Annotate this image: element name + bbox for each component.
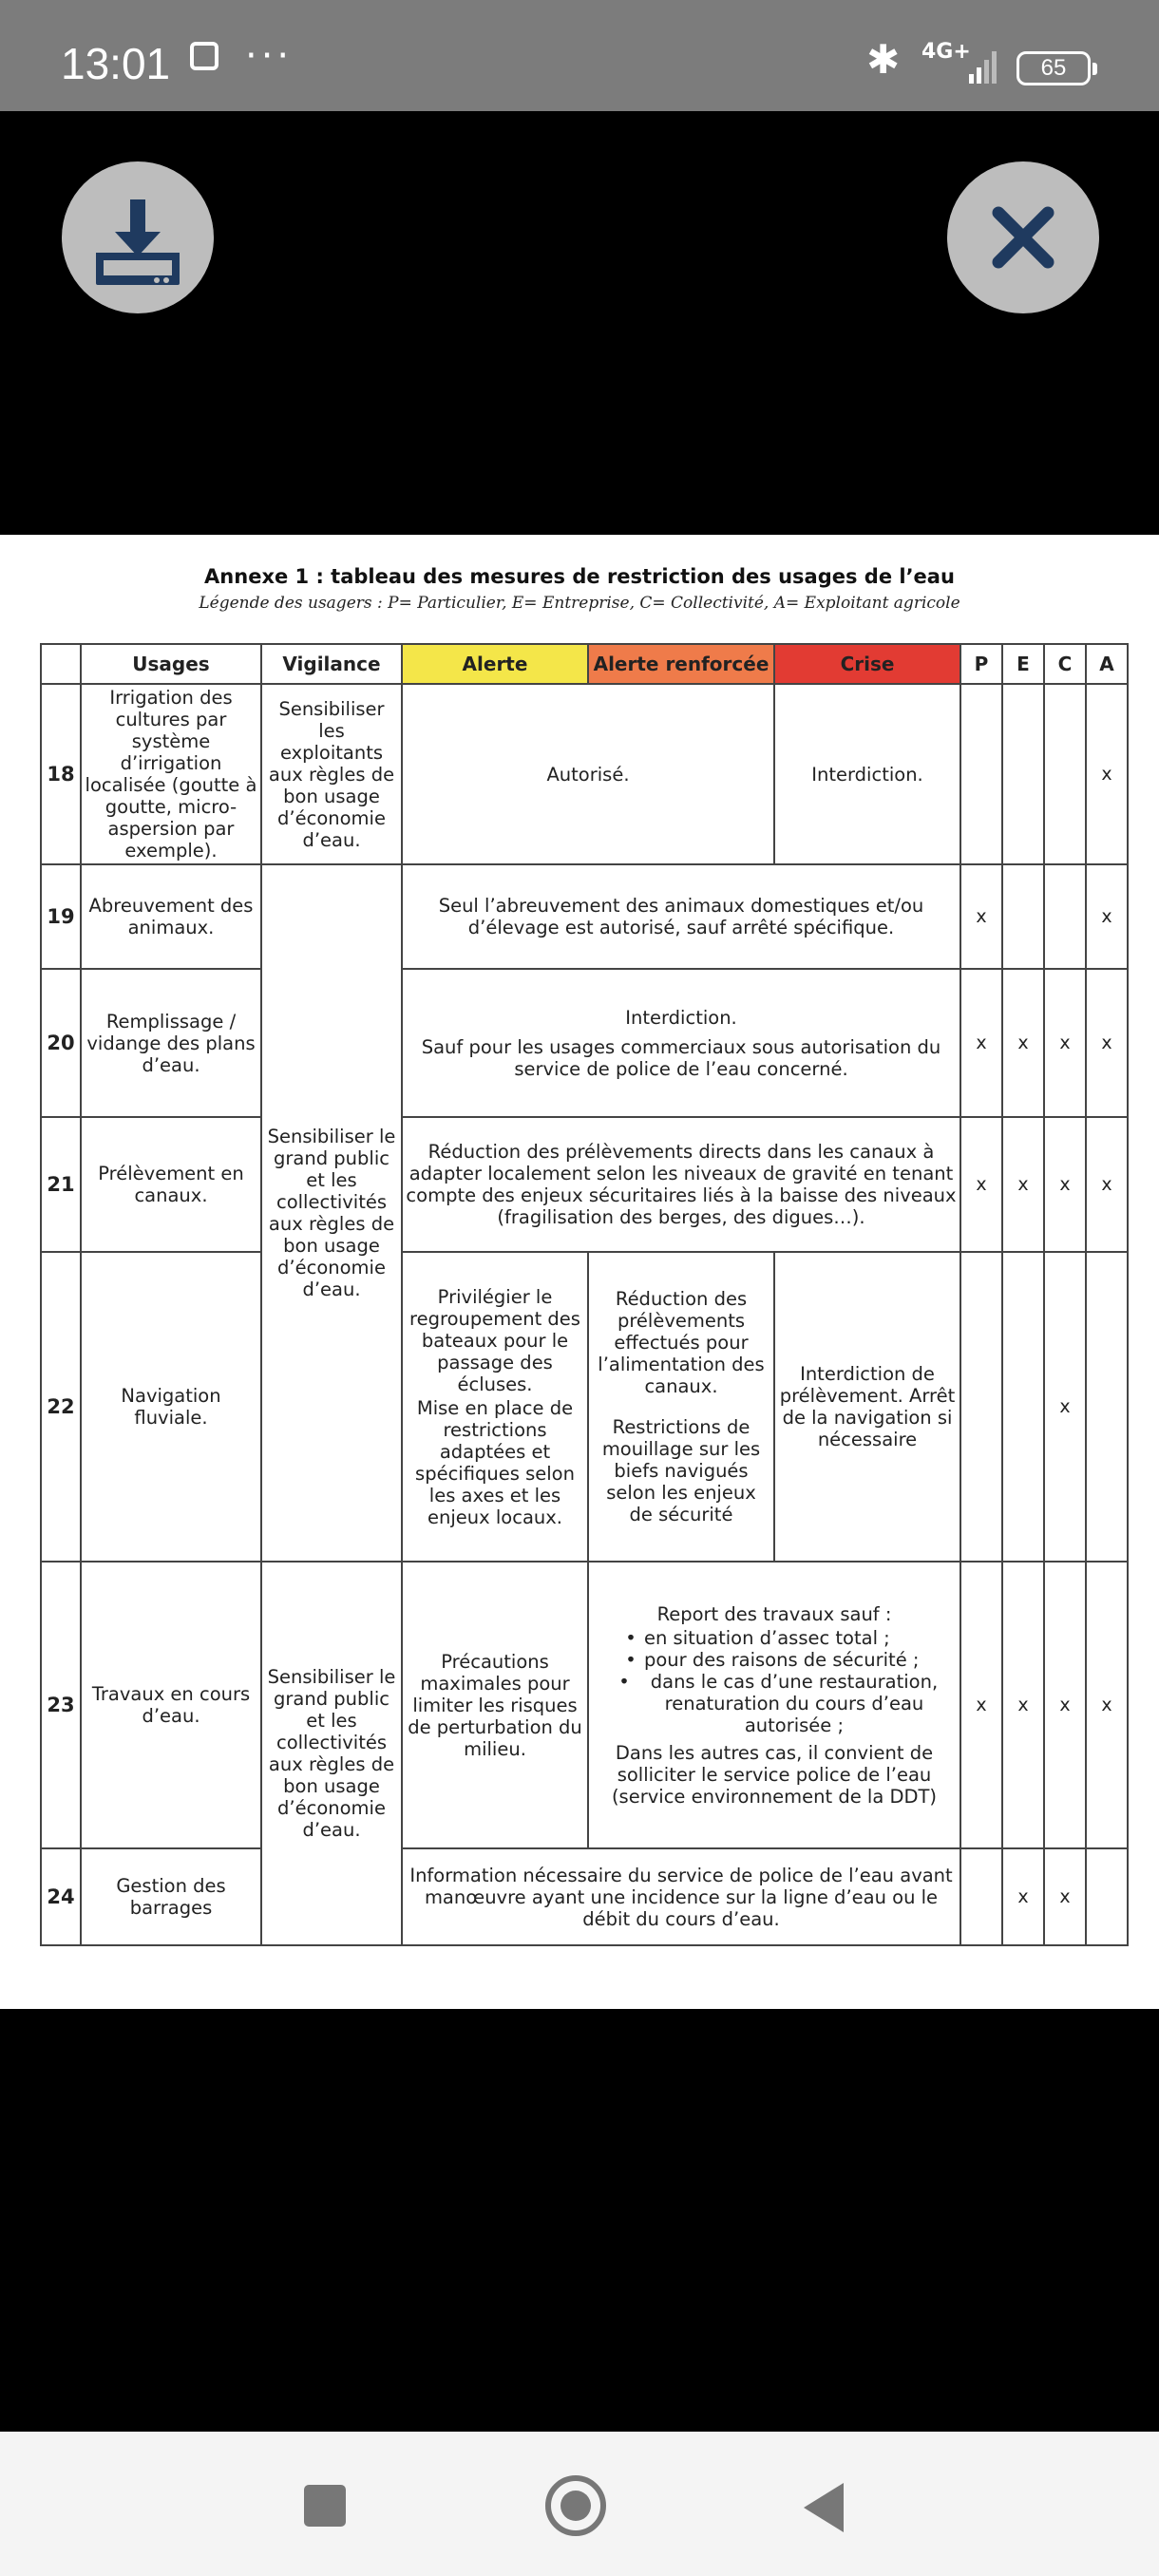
document-title: Annexe 1 : tableau des mesures de restriction des usages de l’eau [204,565,955,588]
row-number: 24 [41,1848,81,1945]
renforcee-text-1: Réduction des prélèvements effectués pour l’alimentation des canaux. [598,1288,765,1397]
close-icon [947,161,1099,313]
measure-cell: Seul l’abreuvement des animaux domestiques et/ou d’élevage est autorisé, sauf arrêté spécifique. [402,864,960,969]
restriction-table [40,643,1129,1946]
header-vigilance: Vigilance [261,644,402,684]
navigation-bar [0,2432,1159,2576]
a-cell: x [1086,684,1128,864]
renforcee-text-2: Restrictions de mouillage sur les biefs navigués selon les enjeux de sécurité [601,1416,761,1525]
bullet-icon: • [625,1626,636,1649]
measure-cell [402,969,960,1117]
bullet-text: en situation d’assec total ; [644,1626,890,1649]
table-row [41,864,1128,969]
close-button[interactable] [947,161,1099,313]
c-cell [1044,684,1086,864]
usage-cell: Remplissage / vidange des plans d’eau. [81,969,261,1117]
recents-icon[interactable] [304,2485,346,2527]
c-cell: x [1044,1117,1086,1252]
header-p: P [960,644,1002,684]
header-alerte-renforcee: Alerte renforcée [588,644,774,684]
alerte-cell: Autorisé. [402,684,774,864]
usage-cell: Gestion des barrages [81,1848,261,1945]
document-legend: Légende des usagers : P= Particulier, E= Entreprise, C= Collectivité, A= Exploitant agricole [199,594,960,613]
p-cell [960,1848,1002,1945]
a-cell [1086,1252,1128,1562]
c-cell [1044,864,1086,969]
table-header-row [41,644,1128,684]
row-number: 21 [41,1117,81,1252]
crise-cell: Interdiction de prélèvement. Arrêt de la navigation si nécessaire [774,1252,960,1562]
usage-cell: Travaux en cours d’eau. [81,1562,261,1848]
bullet-icon: • [625,1648,636,1671]
measure-text: Sauf pour les usages commerciaux sous autorisation du service de police de l’eau concerné. [421,1035,941,1080]
usage-cell: Irrigation des cultures par système d’irrigation localisée (goutte à goutte, micro-aspersion par exemple). [81,684,261,864]
a-cell: x [1086,864,1128,969]
battery-icon: 65 [1016,51,1091,85]
crise-cell: Interdiction. [774,684,960,864]
signal-icon [969,51,998,84]
alerte-cell [402,1252,588,1562]
a-cell: x [1086,1562,1128,1848]
a-cell [1086,1848,1128,1945]
alerte-text-1: Privilégier le regroupement des bateaux pour le passage des écluses. [409,1285,580,1395]
home-icon[interactable] [545,2475,606,2536]
e-cell [1002,1252,1044,1562]
measure-cell: Réduction des prélèvements directs dans les canaux à adapter localement selon les niveaux de gravité en tenant compte des enjeux sécuritaires liés à la baisse des niveaux (fragilisation des berges, des digues…). [402,1117,960,1252]
p-cell [960,1252,1002,1562]
alerte-renforcee-cell [588,1252,774,1562]
row-number: 19 [41,864,81,969]
vigilance-cell: Sensibiliser le grand public et les collectivités aux règles de bon usage d’économie d’eau. [261,1562,402,1945]
header-num [41,644,81,684]
header-e: E [1002,644,1044,684]
row-number: 20 [41,969,81,1117]
alerte-renforcee-crise-cell [588,1562,960,1848]
e-cell [1002,684,1044,864]
document-image[interactable] [0,535,1159,2009]
network-type: 4G+ [922,40,971,64]
usage-cell: Abreuvement des animaux. [81,864,261,969]
download-button[interactable] [62,161,214,313]
p-cell: x [960,864,1002,969]
download-icon [62,161,214,313]
a-cell: x [1086,1117,1128,1252]
bluetooth-icon: ✱ [866,36,901,83]
row-number: 22 [41,1252,81,1562]
vigilance-cell: Sensibiliser les exploitants aux règles de bon usage d’économie d’eau. [261,684,402,864]
c-cell: x [1044,1848,1086,1945]
a-cell: x [1086,969,1128,1117]
status-bar [0,0,1159,111]
c-cell: x [1044,1252,1086,1562]
table-row [41,1562,1128,1848]
bullet-item [618,1649,958,1671]
e-cell: x [1002,1562,1044,1848]
row-number: 18 [41,684,81,864]
header-usages: Usages [81,644,261,684]
p-cell [960,684,1002,864]
more-notifications-indicator: ··· [245,34,294,78]
alerte-cell: Précautions maximales pour limiter les risques de perturbation du milieu. [402,1562,588,1848]
chat-notification-icon [190,42,218,70]
report-title: Report des travaux sauf : [656,1602,892,1625]
c-cell: x [1044,969,1086,1117]
usage-cell: Navigation fluviale. [81,1252,261,1562]
header-crise: Crise [774,644,960,684]
e-cell: x [1002,1117,1044,1252]
bullet-item [618,1627,958,1649]
vigilance-cell: Sensibiliser le grand public et les collectivités aux règles de bon usage d’économie d’eau. [261,864,402,1562]
table-row [41,1848,1128,1945]
p-cell: x [960,1562,1002,1848]
bullet-item [618,1671,958,1736]
alerte-text-2: Mise en place de restrictions adaptées et spécifiques selon les axes et les enjeux locaux. [415,1396,575,1528]
p-cell: x [960,1117,1002,1252]
other-cases-text: Dans les autres cas, il convient de solliciter le service police de l’eau (service environnement de la DDT) [611,1741,938,1808]
header-a: A [1086,644,1128,684]
usage-cell: Prélèvement en canaux. [81,1117,261,1252]
status-time: 13:01 [61,39,171,88]
table-row [41,969,1128,1117]
header-c: C [1044,644,1086,684]
e-cell [1002,864,1044,969]
table-row [41,684,1128,864]
bullet-text: dans le cas d’une restauration, renaturation du cours d’eau autorisée ; [650,1670,939,1736]
row-number: 23 [41,1562,81,1848]
measure-cell: Information nécessaire du service de police de l’eau avant manœuvre ayant une incidence sur la ligne d’eau ou le débit du cours d’eau. [402,1848,960,1945]
bullet-icon: • [618,1670,630,1693]
header-alerte: Alerte [402,644,588,684]
back-icon[interactable] [804,2483,844,2532]
p-cell: x [960,969,1002,1117]
bullet-text: pour des raisons de sécurité ; [644,1648,920,1671]
table-row [41,1117,1128,1252]
e-cell: x [1002,969,1044,1117]
e-cell: x [1002,1848,1044,1945]
table-row [41,1252,1128,1562]
measure-title: Interdiction. [625,1006,737,1029]
c-cell: x [1044,1562,1086,1848]
